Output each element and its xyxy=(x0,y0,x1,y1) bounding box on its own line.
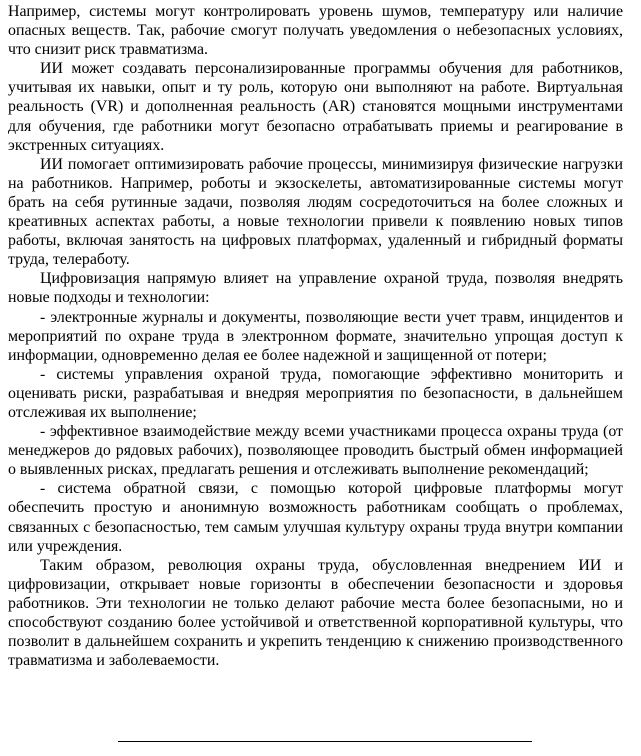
paragraph-digitalization: Цифровизация напрямую влияет на управление охраной труда, позволяя внедрять новые подходы и технологии: xyxy=(8,270,623,307)
paragraph-conclusion: Таким образом, революция охраны труда, обусловленная внедрением ИИ и цифровизации, открывает новые горизонты в обеспечении безопасности и здоровья работников. Эти технологии не только делают рабочие места более безопасными, но и способствуют созданию более устойчивой и ответственной корпоративной культуры, что позволит в дальнейшем сохранить и укрепить тенденцию к снижению производственного травматизма и заболеваемости. xyxy=(8,556,623,670)
document-body xyxy=(8,2,623,670)
list-item-management-systems: - системы управления охраной труда, помогающие эффективно мониторить и оценивать риски, разрабатывая и внедряя мероприятия по безопасности, в дальнейшем отслеживая их выполнение; xyxy=(8,365,623,421)
footnote-separator xyxy=(118,741,532,742)
paragraph-optimization: ИИ помогает оптимизировать рабочие процессы, минимизируя физические нагрузки на работников. Например, роботы и экзоскелеты, автоматизированные системы могут брать на себя рутинные задачи, позволяя людям сосредоточиться на более сложных и креативных аспектах работы, а новые технологии привели к появлению новых типов работы, включая занятость на цифровых платформах, удаленный и гибридный форматы труда, телеработу. xyxy=(8,155,623,269)
list-item-feedback: - система обратной связи, с помощью которой цифровые платформы могут обеспечить простую и анонимную возможность работникам сообщать о проблемах, связанных с безопасностью, тем самым улучшая культуру охраны труда внутри компании или учреждения. xyxy=(8,480,623,555)
list-item-electronic-journals: - электронные журналы и документы, позволяющие вести учет травм, инцидентов и мероприятий по охране труда в электронном формате, значительно упрощая доступ к информации, одновременно делая ее более надежной и защищенной от потери; xyxy=(8,308,623,364)
paragraph-training: ИИ может создавать персонализированные программы обучения для работников, учитывая их навыки, опыт и ту роль, которую они выполняют на работе. Виртуальная реальность (VR) и дополненная реальность (AR) становятся мощными инструментами для обучения, где работники могут безопасно отрабатывать приемы и реагирование в экстренных ситуациях. xyxy=(8,60,623,154)
paragraph-sensors: Например, системы могут контролировать уровень шумов, температуру или наличие опасных веществ. Так, рабочие смогут получать уведомления о небезопасных условиях, что снизит риск травматизма. xyxy=(8,3,623,59)
list-item-interaction: - эффективное взаимодействие между всеми участниками процесса охраны труда (от менеджеров до рядовых рабочих), позволяющее проводить быстрый обмен информацией о выявленных рисках, предлагать решения и отслеживать выполнение рекомендаций; xyxy=(8,423,623,479)
